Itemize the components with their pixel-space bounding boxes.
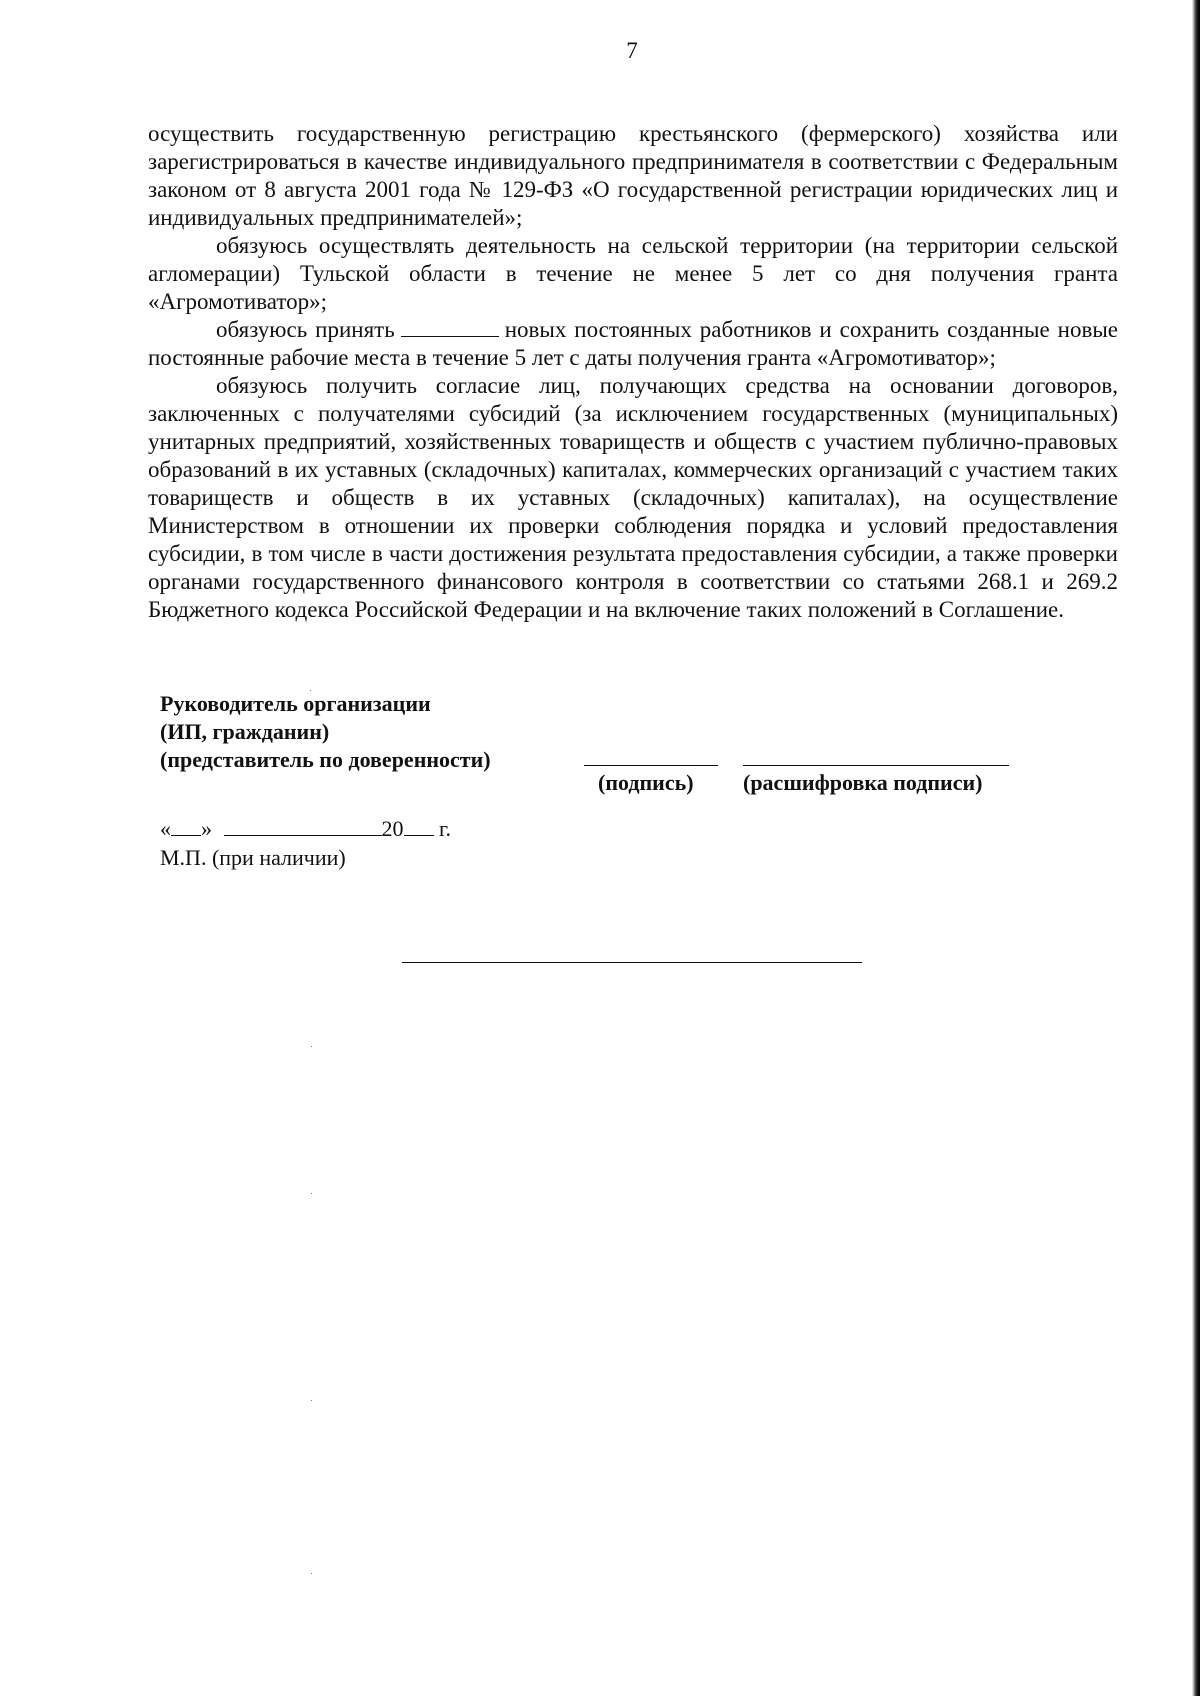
date-day-blank [171, 815, 201, 836]
date-line [160, 815, 451, 842]
signature-line [584, 765, 718, 766]
date-year-prefix: 20 [381, 816, 404, 841]
date-open-quote: « [160, 816, 171, 841]
scan-speck [311, 1400, 312, 1401]
employees-text-before: обязуюсь принять [216, 317, 395, 342]
signature-decoding-label: (расшифровка подписи) [743, 770, 983, 795]
paragraph-rural-activity: обязуюсь осуществлять деятельность на сельской территории (на территории сельской агломерации) Тульской области в течение не менее 5 лет со дня получения гранта «Агромотиватор»; [148, 233, 1118, 314]
date-month-blank [224, 815, 382, 836]
scan-speck [311, 1193, 312, 1194]
date-year-blank [404, 815, 434, 836]
employees-text-after: новых постоянных работников и сохранить созданные новые постоянные рабочие места в течение 5 лет с даты получения гранта «Агромотиватор»; [148, 317, 1118, 370]
date-year-suffix: г. [439, 816, 452, 841]
document-end-rule [402, 962, 862, 963]
paragraph-consent: обязуюсь получить согласие лиц, получающих средства на основании договоров, заключенных с получателями субсидий (за исключением государственных (муниципальных) унитарных предприятий, хозяйственных товариществ и обществ с участием публично-правовых образований в их уставных (складочных) капиталах, коммерческих организаций с участием таких товариществ и обществ в их уставных (складочных) капиталах), на осуществление Министерством в отношении их проверки соблюдения порядка и условий предоставления субсидии, в том числе в части достижения результата предоставления субсидии, а также проверки органами государственного финансового контроля в соответствии со статьями 268.1 и 269.2 Бюджетного кодекса Российской Федерации и на включение таких положений в Соглашение. [148, 373, 1118, 622]
scan-speck [311, 1573, 312, 1574]
employees-count-blank [401, 316, 499, 337]
page-number: 7 [626, 38, 638, 63]
stamp-note: М.П. (при наличии) [160, 845, 346, 870]
paragraph-employees [148, 316, 1118, 372]
signer-line-head: Руководитель организации [160, 691, 431, 716]
signer-line-representative: (представитель по доверенности) [160, 747, 491, 772]
date-close-quote: » [201, 816, 212, 841]
signer-line-ip: (ИП, гражданин) [160, 719, 330, 744]
scan-edge-shadow [1192, 0, 1200, 1696]
scan-speck [311, 1046, 312, 1047]
signer-title [160, 690, 491, 774]
signature-label: (подпись) [598, 770, 694, 795]
paragraph-registration: осуществить государственную регистрацию крестьянского (фермерского) хозяйства или зарегистрироваться в качестве индивидуального предпринимателя в соответствии с Федеральным законом от 8 августа 2001 года № 129-ФЗ «О государственной регистрации юридических лиц и индивидуальных предпринимателей»; [148, 121, 1118, 230]
scan-speck [310, 690, 311, 691]
document-body [148, 120, 1118, 624]
signature-decoding-line [743, 765, 1009, 766]
